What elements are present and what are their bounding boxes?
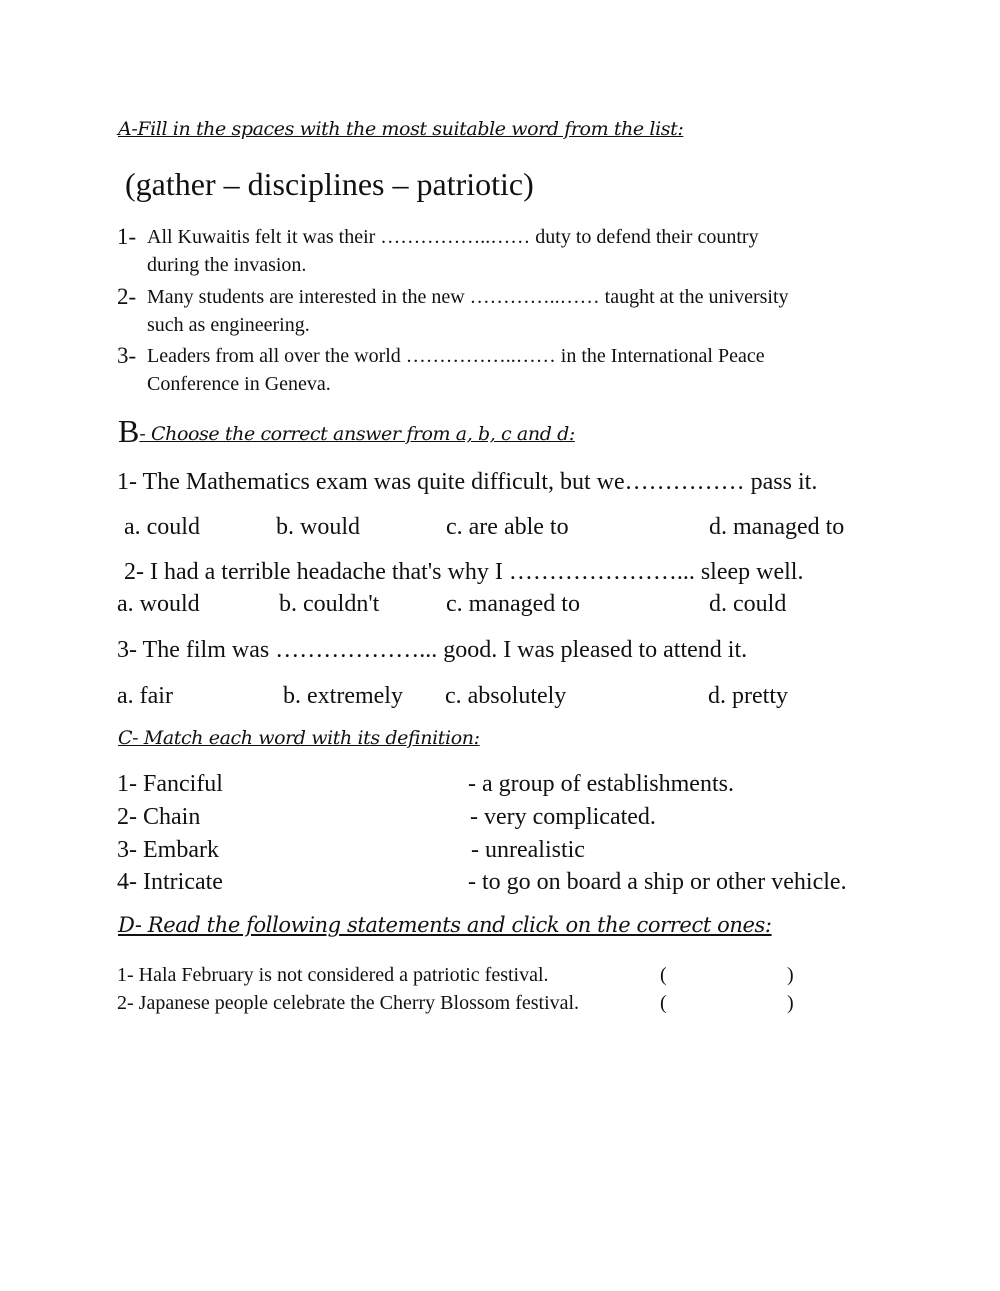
question-a1-number: 1- (117, 224, 137, 249)
question-b3-option-d[interactable]: d. pretty (708, 683, 788, 709)
section-b-heading: - Choose the correct answer from a, b, c and d: (139, 423, 575, 445)
section-d-heading: D- Read the following statements and click on the correct ones: (118, 913, 772, 937)
question-b2-option-d[interactable]: d. could (709, 591, 787, 617)
match-word-3: 3- Embark (117, 837, 219, 863)
question-b1-option-d[interactable]: d. managed to (709, 514, 845, 540)
match-definition-1: - a group of establishments. (468, 771, 734, 797)
word-list: (gather – disciplines – patriotic) (125, 166, 534, 202)
question-b1-option-b[interactable]: b. would (276, 514, 360, 540)
match-definition-4: - to go on board a ship or other vehicle. (468, 869, 847, 895)
question-b3-text: 3- The film was ………………... good. I was pleased to attend it. (117, 637, 748, 663)
question-a1-text: All Kuwaitis felt it was their ……………..…… duty to defend their country (147, 226, 759, 248)
statement-1-open-bracket[interactable]: ( (660, 964, 667, 986)
question-a3-text-cont: Conference in Geneva. (147, 373, 331, 395)
match-word-1: 1- Fanciful (117, 771, 223, 797)
question-b2-option-b[interactable]: b. couldn't (279, 591, 380, 617)
question-a2-number: 2- (117, 284, 137, 309)
statement-1-text: 1- Hala February is not considered a patriotic festival. (117, 964, 549, 986)
statement-2-close-bracket[interactable]: ) (787, 992, 794, 1014)
question-b1-text: 1- The Mathematics exam was quite difficult, but we…………… pass it. (117, 469, 818, 495)
question-a3-text: Leaders from all over the world ……………..…… in the International Peace (147, 345, 765, 367)
statement-1-close-bracket[interactable]: ) (787, 964, 794, 986)
question-b2-text: 2- I had a terrible headache that's why I …………………... sleep well. (124, 559, 804, 585)
statement-2-text: 2- Japanese people celebrate the Cherry Blossom festival. (117, 992, 580, 1014)
match-word-4: 4- Intricate (117, 869, 223, 895)
match-definition-2: - very complicated. (470, 804, 656, 830)
question-b3-option-b[interactable]: b. extremely (283, 683, 403, 709)
match-definition-3: - unrealistic (471, 837, 585, 863)
statement-2-open-bracket[interactable]: ( (660, 992, 667, 1014)
section-b-heading-row (118, 413, 575, 450)
question-b1-option-a[interactable]: a. could (124, 514, 200, 540)
section-a-heading: A-Fill in the spaces with the most suitable word from the list: (118, 118, 684, 140)
question-b2-option-a[interactable]: a. would (117, 591, 200, 617)
section-c-heading: C- Match each word with its definition: (118, 727, 480, 749)
question-b3-option-a[interactable]: a. fair (117, 683, 173, 709)
match-word-2: 2- Chain (117, 804, 201, 830)
question-a1-text-cont: during the invasion. (147, 254, 307, 276)
question-b2-option-c[interactable]: c. managed to (446, 591, 580, 617)
question-a3-number: 3- (117, 343, 137, 368)
question-a2-text: Many students are interested in the new …………..…… taught at the university (147, 286, 789, 308)
question-a2-text-cont: such as engineering. (147, 314, 310, 336)
question-b3-option-c[interactable]: c. absolutely (445, 683, 567, 709)
question-b1-option-c[interactable]: c. are able to (446, 514, 569, 540)
section-b-letter: B (118, 413, 140, 449)
